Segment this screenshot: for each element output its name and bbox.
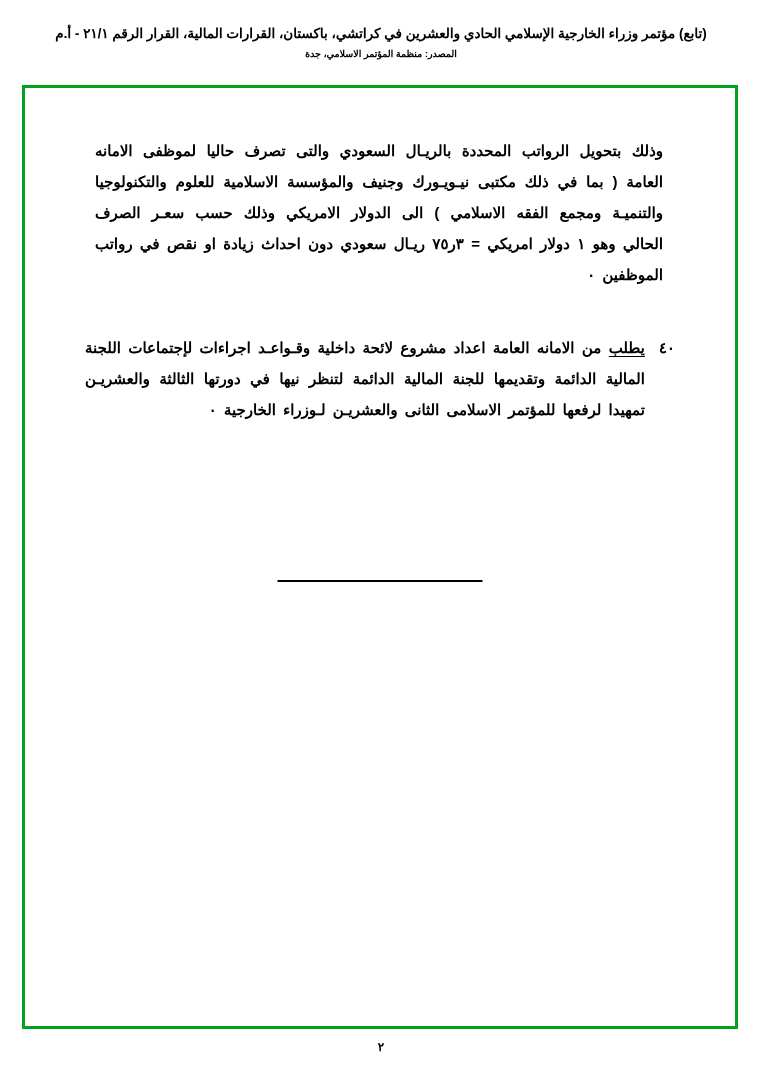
page-number: ٢ [377, 1040, 385, 1054]
clause-body: من الامانه العامة اعداد مشروع لائحة داخلية وقـواعـد اجراءات لإجتماعات اللجنة المالية الدائمة وتقديمها للجنة المالية الدائمة لتنظر نيها في دورتها الثالثة والعشريـن تمهيدا لرفعها للمؤتمر الاسلامى الثانى والعشريـن لـوزراء الخارجية ٠ [85, 340, 645, 419]
scanned-page-frame [22, 85, 738, 1029]
clause-keyword: يطلب [608, 340, 645, 357]
numbered-clause [85, 333, 675, 426]
document-header [0, 24, 762, 63]
paragraph-transfer-salaries: وذلك بتحويل الرواتب المحددة بالريـال السعودي والتى تصرف حاليا لموظفى الامانه العامة ( بما في ذلك مكتبى نيـويـورك وجنيف والمؤسسة الاسلامية للعلوم والتكنولوجيا والتنميـة ومجمع الفقه الاسلامي ) الى الدولار الامريكي وذلك حسب سعـر الصرف الحالي وهو ١ دولار امريكي = ٣ر٧٥ ريـال سعودي دون احداث زيادة او نقص في رواتب الموظفين ٠ [95, 143, 663, 284]
clause-number: ٤٠ [658, 340, 675, 357]
header-title: (تابع) مؤتمر وزراء الخارجية الإسلامي الحادي والعشرين في كراتشي، باكستان، القرارات المالية، القرار الرقم ٢١/١ - أ.م [55, 26, 707, 41]
clause-text [85, 333, 645, 426]
header-source: المصدر: منظمة المؤتمر الاسلامي، جدة [305, 49, 457, 60]
separator-rule [278, 580, 483, 582]
page-body [85, 118, 675, 426]
